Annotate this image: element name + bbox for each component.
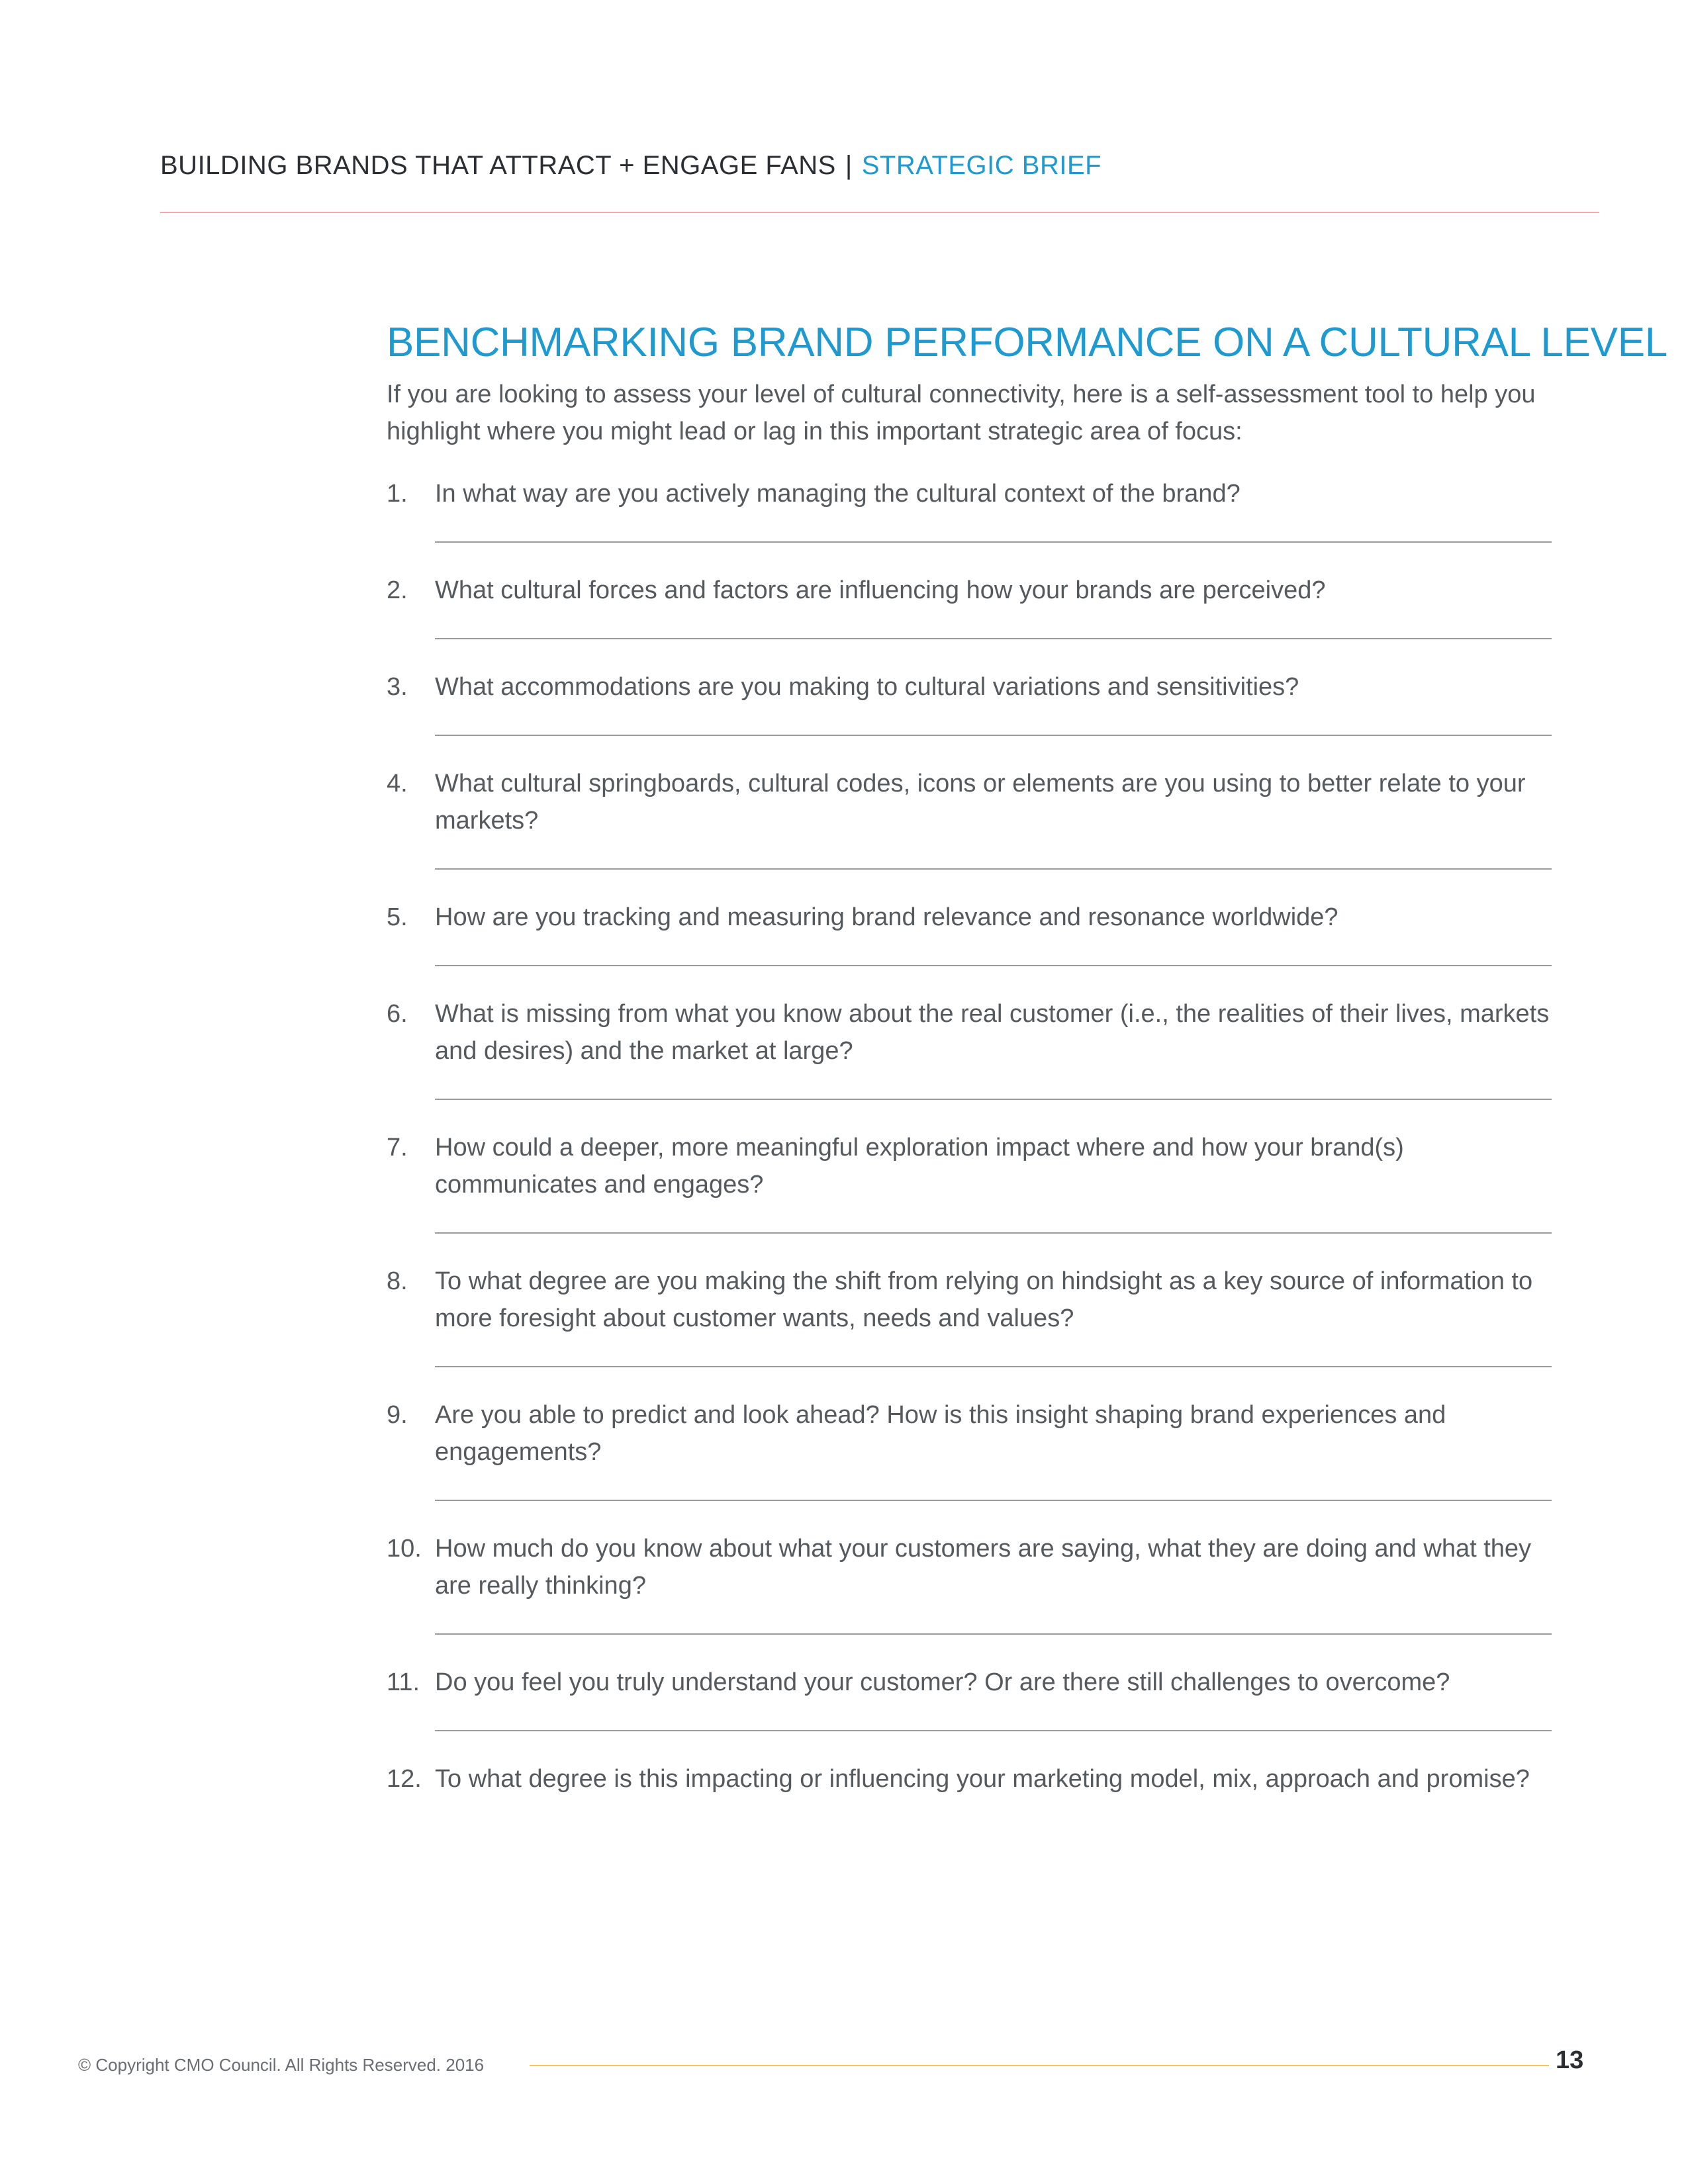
document-title: BUILDING BRANDS THAT ATTRACT + ENGAGE FANS bbox=[160, 151, 836, 180]
question-number: 6. bbox=[387, 1000, 408, 1028]
question-number: 5. bbox=[387, 903, 408, 931]
question-item bbox=[387, 475, 1552, 543]
question-text: What accommodations are you making to cultural variations and sensitivities? bbox=[435, 673, 1299, 701]
question-number: 9. bbox=[387, 1401, 408, 1429]
running-header bbox=[160, 151, 1102, 181]
copyright-notice: © Copyright CMO Council. All Rights Reserved. 2016 bbox=[78, 2055, 485, 2075]
answer-line[interactable] bbox=[435, 1500, 1552, 1501]
question-text: To what degree is this impacting or influencing your marketing model, mix, approach and promise? bbox=[435, 1765, 1530, 1793]
answer-line[interactable] bbox=[435, 1633, 1552, 1635]
section-title: BENCHMARKING BRAND PERFORMANCE ON A CULTURAL LEVEL bbox=[387, 320, 1667, 365]
question-item bbox=[387, 1664, 1552, 1731]
question-number: 10. bbox=[387, 1535, 422, 1563]
page-number: 13 bbox=[1556, 2046, 1584, 2074]
question-item bbox=[387, 1530, 1552, 1635]
answer-line[interactable] bbox=[435, 541, 1552, 543]
question-item bbox=[387, 995, 1552, 1100]
main-content bbox=[387, 316, 1667, 1827]
question-text: Do you feel you truly understand your customer? Or are there still challenges to overcome? bbox=[435, 1668, 1450, 1696]
answer-line[interactable] bbox=[435, 965, 1552, 966]
question-item bbox=[387, 668, 1552, 736]
answer-line[interactable] bbox=[435, 1232, 1552, 1234]
question-list bbox=[387, 475, 1552, 1797]
question-text: To what degree are you making the shift from relying on hindsight as a key source of information to more foresight about customer wants, needs and values? bbox=[435, 1267, 1533, 1332]
question-text: What is missing from what you know about the real customer (i.e., the realities of their lives, markets and desires) and the market at large? bbox=[435, 1000, 1550, 1065]
answer-line[interactable] bbox=[435, 1366, 1552, 1367]
question-text: How are you tracking and measuring brand relevance and resonance worldwide? bbox=[435, 903, 1338, 931]
header-separator: | bbox=[845, 151, 853, 180]
answer-line[interactable] bbox=[435, 735, 1552, 736]
question-number: 8. bbox=[387, 1267, 408, 1295]
question-number: 3. bbox=[387, 673, 408, 701]
question-number: 11. bbox=[387, 1668, 420, 1696]
question-text: In what way are you actively managing the cultural context of the brand? bbox=[435, 480, 1241, 508]
question-number: 1. bbox=[387, 480, 408, 508]
question-text: What cultural springboards, cultural codes, icons or elements are you using to better relate to your markets? bbox=[435, 770, 1526, 835]
answer-line[interactable] bbox=[435, 1099, 1552, 1100]
question-item bbox=[387, 1396, 1552, 1501]
document-type-label: STRATEGIC BRIEF bbox=[861, 151, 1102, 180]
question-item bbox=[387, 572, 1552, 639]
question-item bbox=[387, 899, 1552, 966]
question-item bbox=[387, 1129, 1552, 1234]
intro-paragraph: If you are looking to assess your level of cultural connectivity, here is a self-assessment tool to help you highlight where you might lead or lag in this important strategic area of focus: bbox=[387, 381, 1536, 445]
answer-line[interactable] bbox=[435, 868, 1552, 870]
answer-line[interactable] bbox=[435, 638, 1552, 639]
question-number: 2. bbox=[387, 576, 408, 604]
question-item bbox=[387, 765, 1552, 870]
answer-line[interactable] bbox=[435, 1730, 1552, 1731]
question-item bbox=[387, 1263, 1552, 1367]
footer-divider bbox=[530, 2065, 1549, 2066]
question-text: How much do you know about what your customers are saying, what they are doing and what they are really thinking? bbox=[435, 1535, 1532, 1600]
question-number: 4. bbox=[387, 770, 408, 797]
question-item bbox=[387, 1760, 1552, 1797]
question-text: How could a deeper, more meaningful exploration impact where and how your brand(s) communicates and engages? bbox=[435, 1134, 1404, 1199]
question-text: Are you able to predict and look ahead? How is this insight shaping brand experiences and engagements? bbox=[435, 1401, 1446, 1466]
question-number: 7. bbox=[387, 1134, 408, 1161]
header-divider bbox=[160, 212, 1599, 213]
question-text: What cultural forces and factors are influencing how your brands are perceived? bbox=[435, 576, 1326, 604]
question-number: 12. bbox=[387, 1765, 422, 1793]
